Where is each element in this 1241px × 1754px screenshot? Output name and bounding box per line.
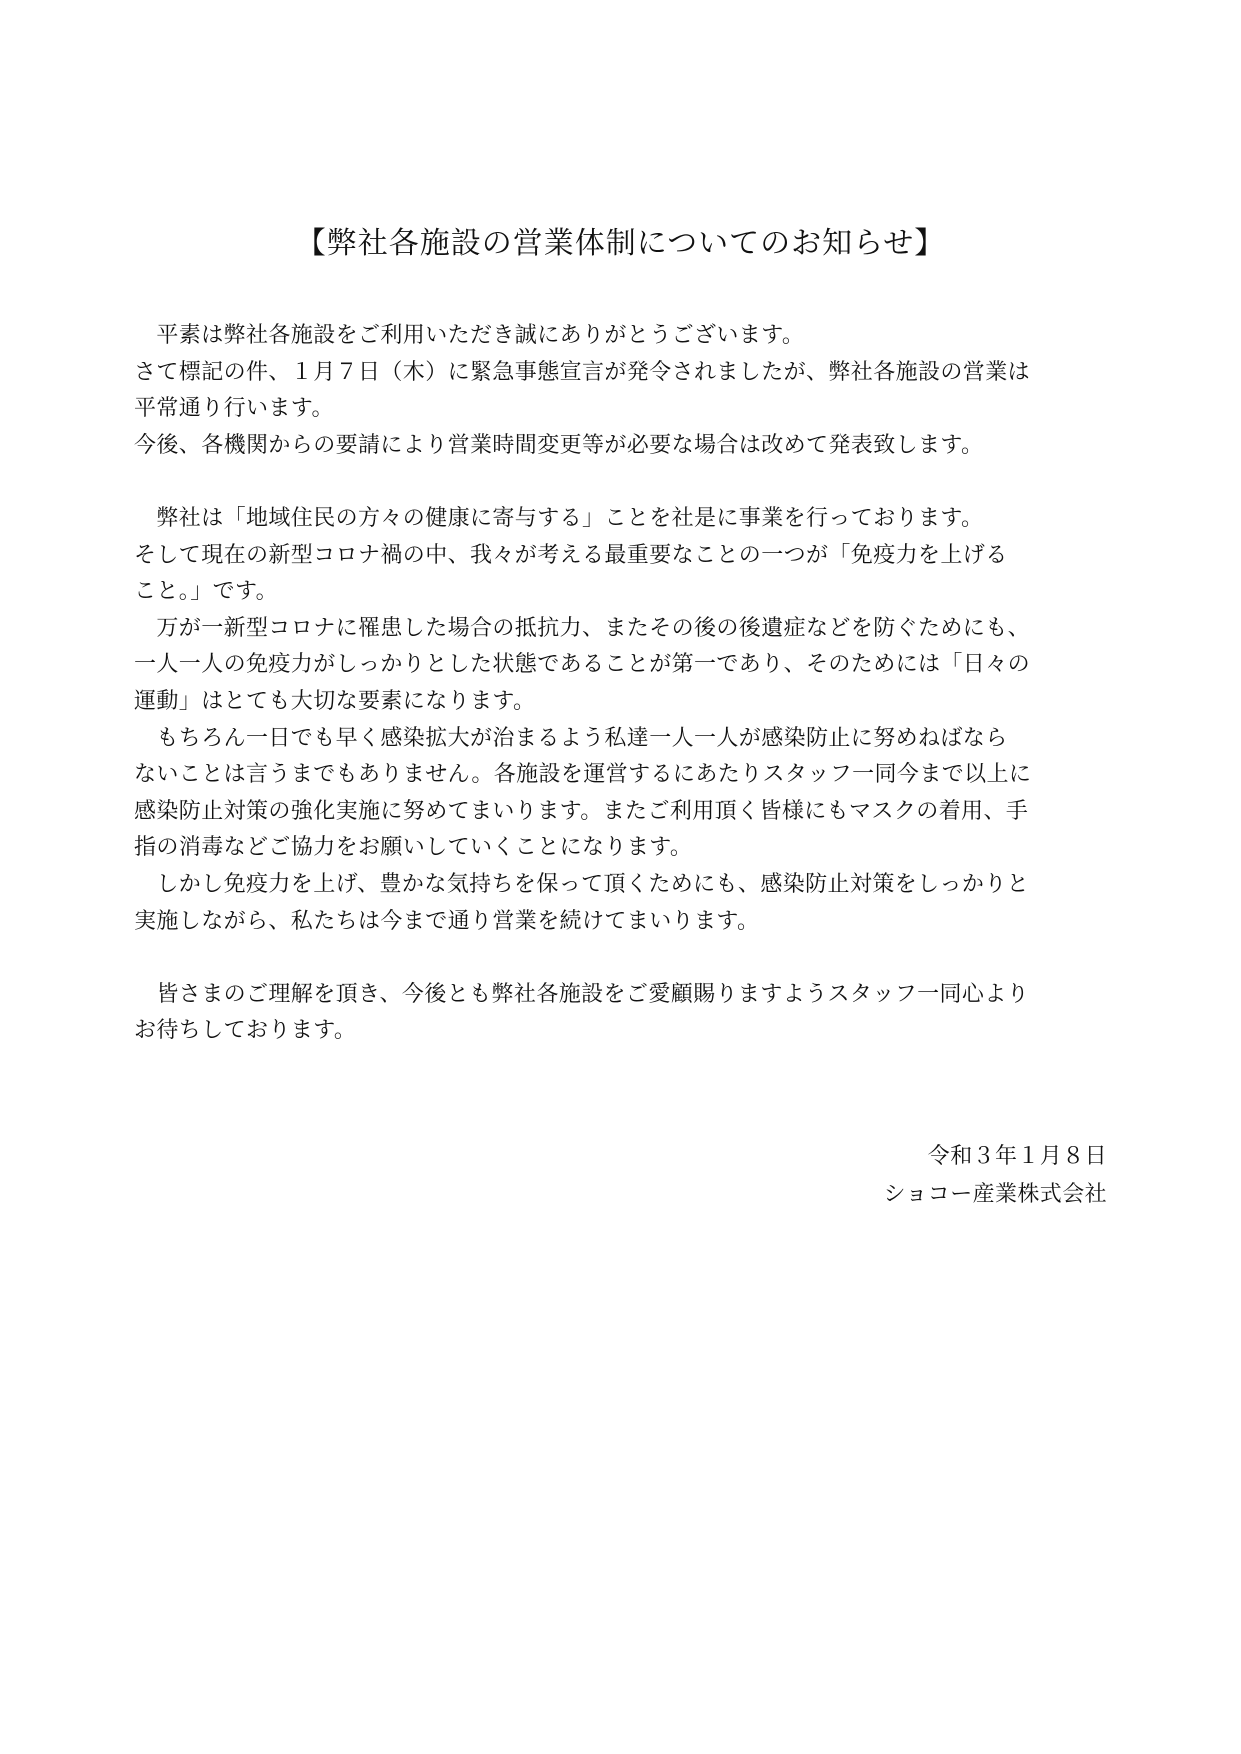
body-line: 感染防止対策の強化実施に努めてまいります。またご利用頂く皆様にもマスクの着用、手 [134,798,1029,824]
paragraph-gap [134,940,1124,977]
body-line: 弊社は「地域住民の方々の健康に寄与する」ことを社是に事業を行っております。 [134,505,984,531]
issue-date: 令和３年１月８日 [927,1144,1107,1169]
body-line: 平常通り行います。 [134,396,334,422]
body-line: 指の消毒などご協力をお願いしていくことになります。 [134,835,693,861]
body-line: 一人一人の免疫力がしっかりとした状態であることが第一であり、そのためには「日々の [134,652,1031,678]
document-title: 【弊社各施設の営業体制についてのお知らせ】 [295,226,946,261]
paragraph-gap [134,464,1124,501]
body-line: ないことは言うまでもありません。各施設を運営するにあたりスタッフ一同今まで以上に [134,762,1032,788]
body-line: もちろん一日でも早く感染拡大が治まるよう私達一人一人が感染防止に努めねばなら [134,725,1008,751]
document-body [134,318,1124,1050]
body-line: さて標記の件、１月７日（木）に緊急事態宣言が発令されましたが、弊社各施設の営業は [134,359,1031,385]
company-name: ショコー産業株式会社 [883,1182,1107,1207]
signature-block [883,1138,1107,1214]
body-line: 万が一新型コロナに罹患した場合の抵抗力、またその後の後遺症などを防ぐためにも、 [134,615,1031,641]
body-line: 今後、各機関からの要請により営業時間変更等が必要な場合は改めて発表致します。 [134,432,984,458]
body-line: 実施しながら、私たちは今まで通り営業を続けてまいります。 [134,908,760,934]
body-line: そして現在の新型コロナ禍の中、我々が考える最重要なことの一つが「免疫力を上げる [134,542,1008,568]
body-line: しかし免疫力を上げ、豊かな気持ちを保って頂くためにも、感染防止対策をしっかりと [134,871,1030,897]
body-line: こと。」です。 [134,579,279,605]
body-line: 運動」はとても大切な要素になります。 [134,688,536,714]
body-line: 皆さまのご理解を頂き、今後とも弊社各施設をご愛顧賜りますようスタッフ一同心より [134,981,1030,1007]
body-line: お待ちしております。 [134,1018,357,1044]
body-line: 平素は弊社各施設をご利用いただき誠にありがとうございます。 [134,323,805,348]
